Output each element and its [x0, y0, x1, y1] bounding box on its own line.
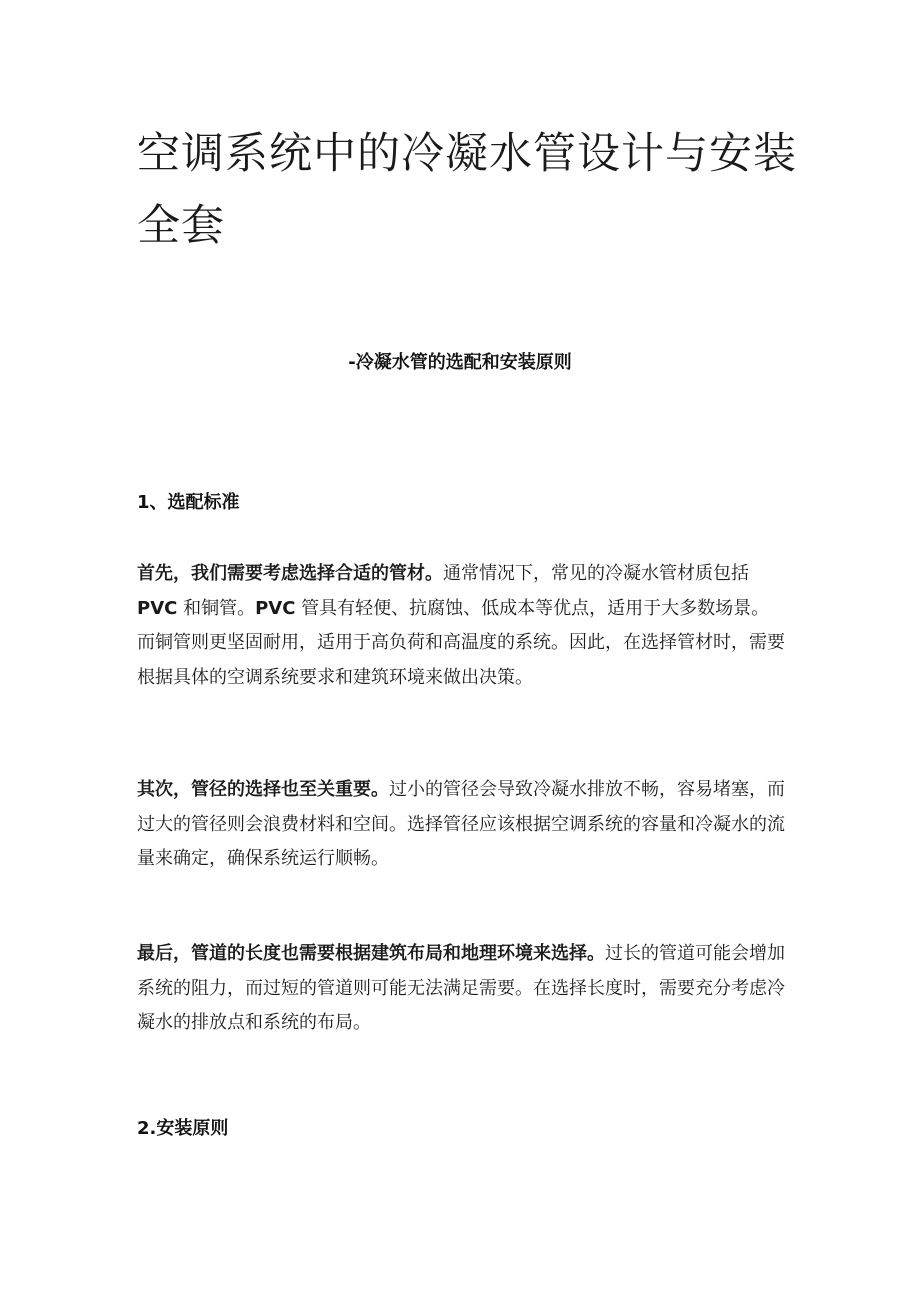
paragraph-text: 通常情况下，常见的冷凝水管材质包括 [443, 563, 749, 584]
section-heading-selection-standard: 1、选配标准 [137, 492, 240, 513]
paragraph-pipe-material [137, 557, 787, 696]
paragraph-term: PVC [137, 597, 178, 619]
paragraph-text: 过长的管道可能会增加系统的阻力，而过短的管道则可能无法满足需要。在选择长度时，需要充分考虑冷凝水的排放点和系统的布局。 [137, 943, 785, 1034]
section-heading-installation-principles: 2.安装原则 [137, 1118, 229, 1139]
paragraph-text: 过小的管径会导致冷凝水排放不畅，容易堵塞，而过大的管径则会浪费材料和空间。选择管径应该根据空调系统的容量和冷凝水的流量来确定，确保系统运行顺畅。 [137, 779, 785, 870]
paragraph-text: 管具有轻便、抗腐蚀、低成本等优点，适用于大多数场景。而铜管则更坚固耐用，适用于高负荷和高温度的系统。因此，在选择管材时，需要根据具体的空调系统要求和建筑环境来做出决策。 [137, 597, 785, 689]
paragraph-pipe-length [137, 937, 787, 1041]
paragraph-pipe-diameter [137, 773, 787, 877]
paragraph-text: 和铜管。 [177, 597, 256, 619]
document-title: 空调系统中的冷凝水管设计与安装全套 [137, 129, 797, 251]
document-subtitle: -冷凝水管的选配和安装原则 [348, 352, 572, 373]
paragraph-lead: 其次，管径的选择也至关重要。 [137, 779, 389, 800]
paragraph-lead: 首先，我们需要考虑选择合适的管材。 [137, 563, 443, 584]
paragraph-lead: 最后，管道的长度也需要根据建筑布局和地理环境来选择。 [137, 943, 605, 964]
paragraph-term: PVC [255, 597, 296, 619]
